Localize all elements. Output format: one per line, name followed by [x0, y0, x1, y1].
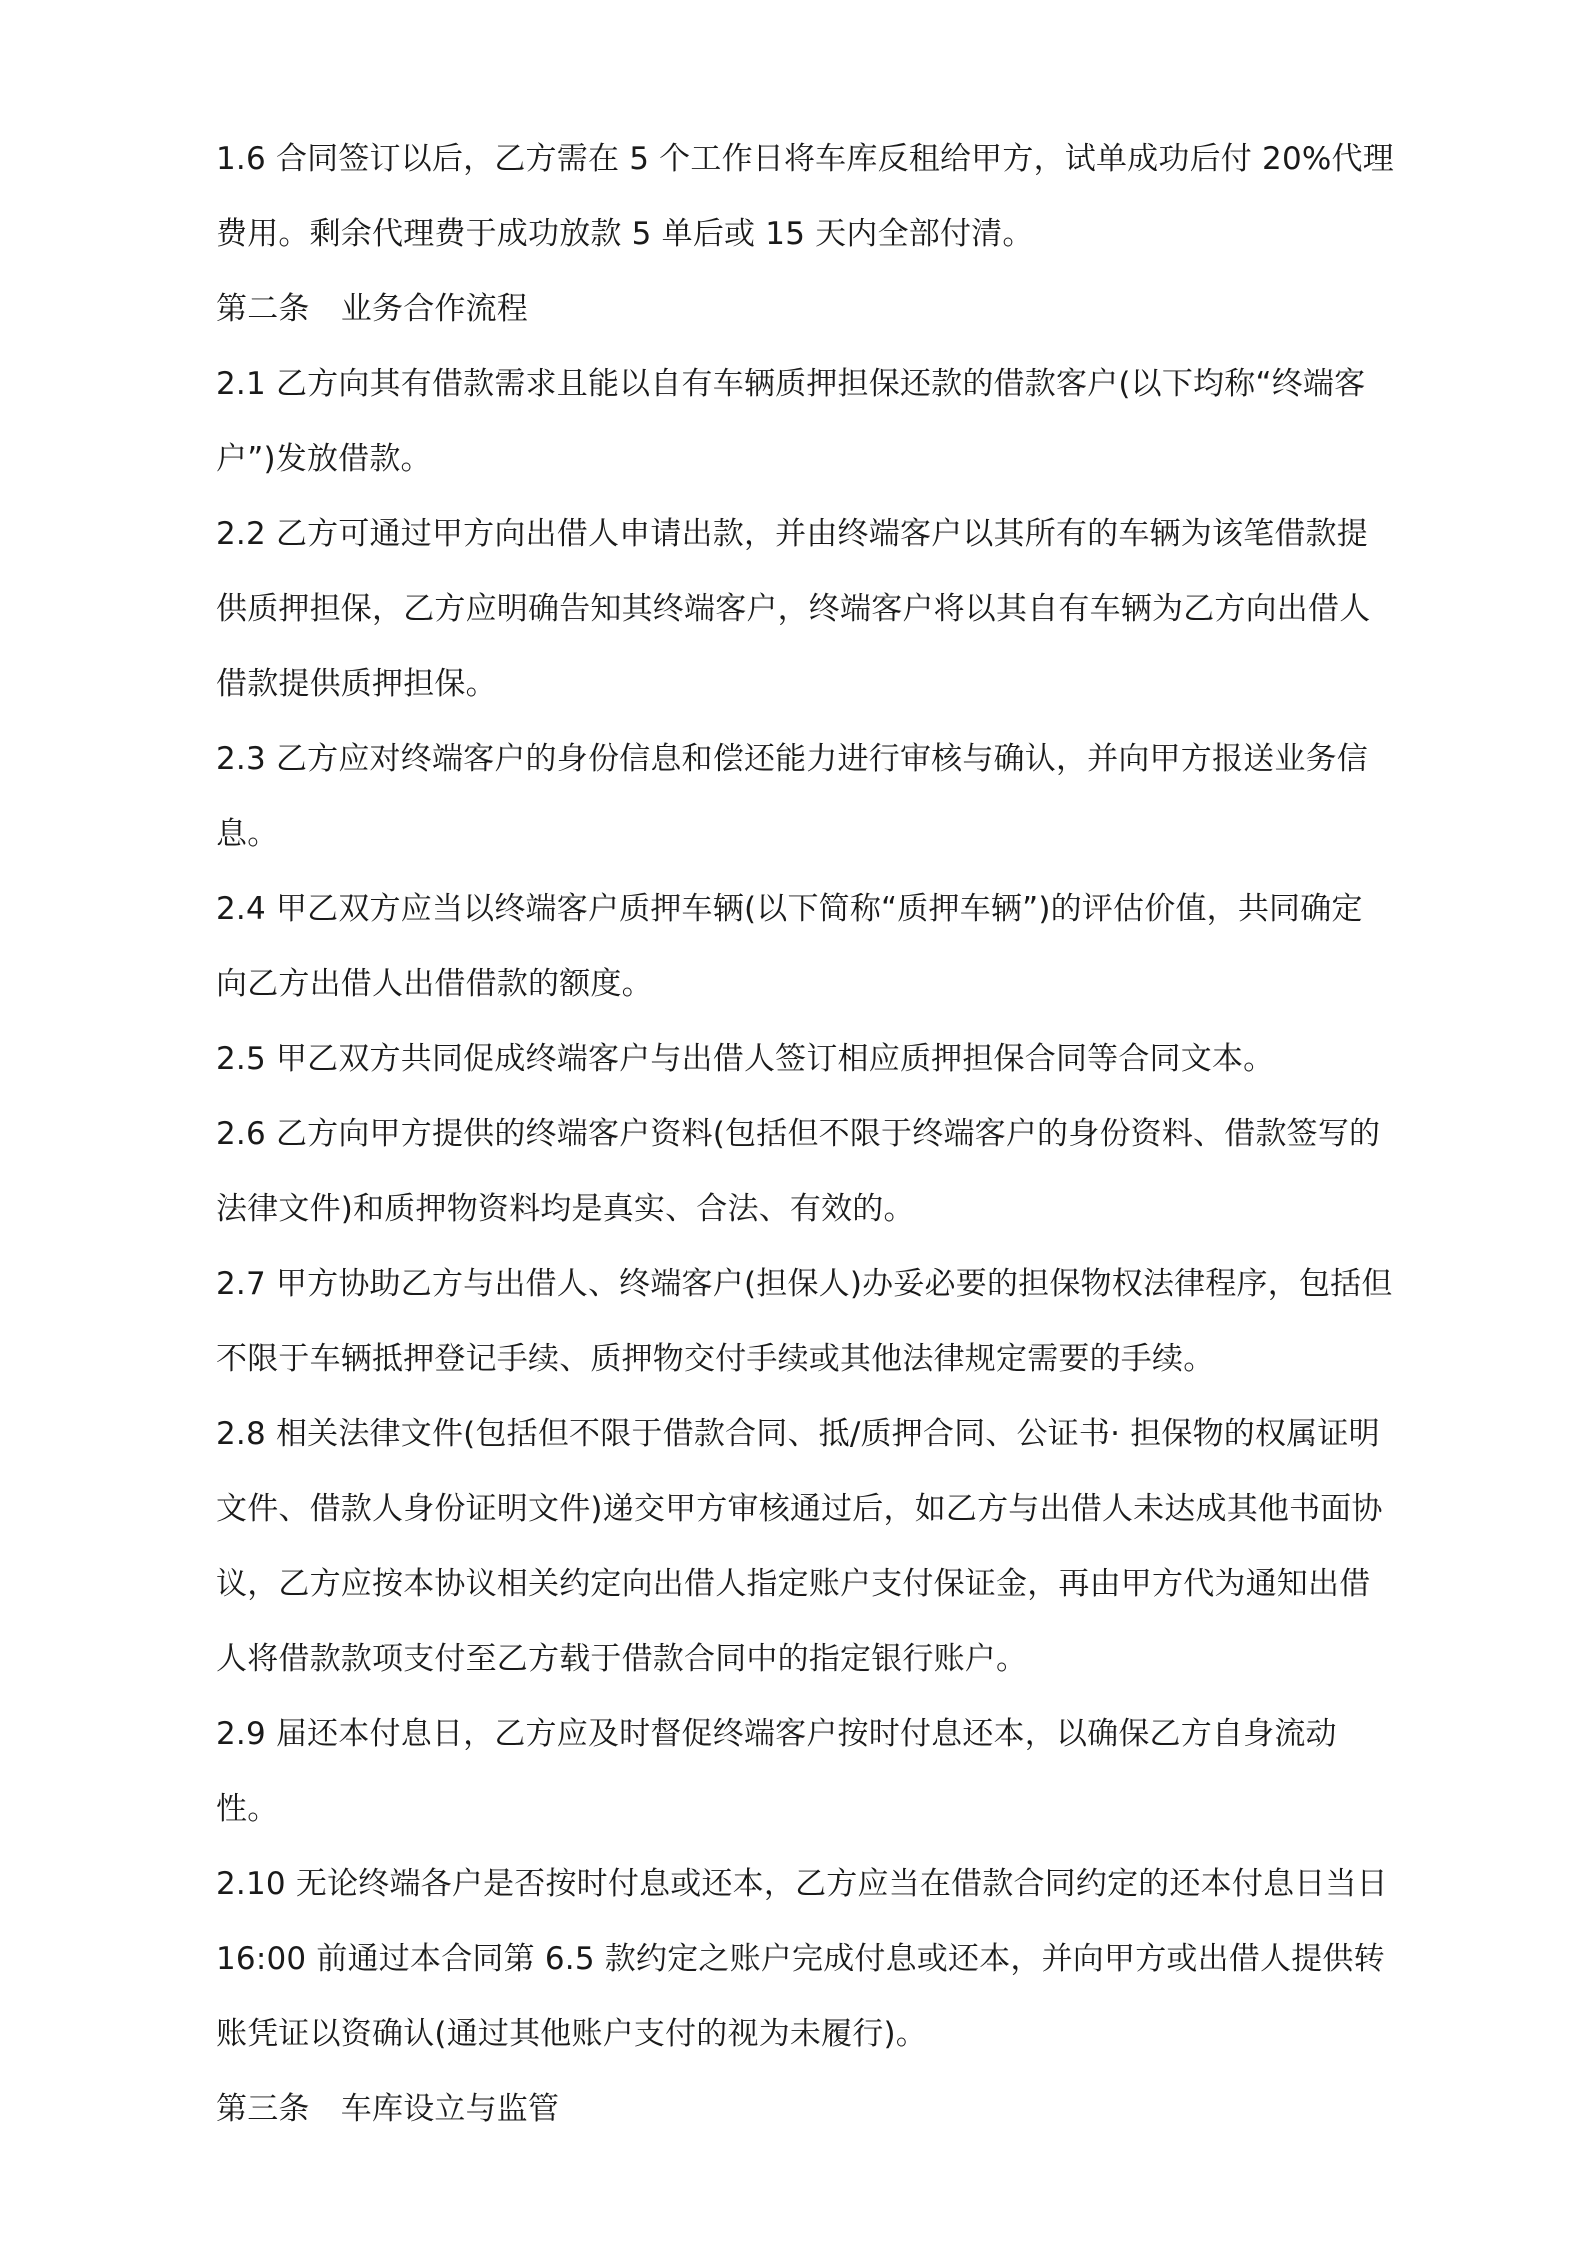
- text-line: 2.5 甲乙双方共同促成终端客户与出借人签订相应质押担保合同等合同文本。: [216, 1041, 1275, 1077]
- text-line: 2.9 届还本付息日，乙方应及时督促终端客户按时付息还本，以确保乙方自身流动: [216, 1716, 1337, 1752]
- text-line: 息。: [216, 816, 279, 852]
- text-line: 2.6 乙方向甲方提供的终端客户资料(包括但不限于终端客户的身份资料、借款签写的: [216, 1116, 1381, 1152]
- text-line: 1.6 合同签订以后，乙方需在 5 个工作日将车库反租给甲方，试单成功后付 20%代理: [216, 141, 1394, 177]
- text-line: 费用。剩余代理费于成功放款 5 单后或 15 天内全部付清。: [216, 216, 1034, 252]
- text-line: 2.7 甲方协助乙方与出借人、终端客户(担保人)办妥必要的担保物权法律程序，包括但: [216, 1266, 1393, 1302]
- text-line: 2.10 无论终端各户是否按时付息或还本，乙方应当在借款合同约定的还本付息日当日: [216, 1866, 1388, 1902]
- text-line: 16:00 前通过本合同第 6.5 款约定之账户完成付息或还本，并向甲方或出借人提供转: [216, 1941, 1385, 1977]
- text-line: 借款提供质押担保。: [216, 666, 497, 702]
- text-line: 账凭证以资确认(通过其他账户支付的视为未履行)。: [216, 2016, 927, 2052]
- text-line: 2.8 相关法律文件(包括但不限于借款合同、抵/质押合同、公证书· 担保物的权属证明: [216, 1416, 1380, 1452]
- text-line: 2.2 乙方可通过甲方向出借人申请出款，并由终端客户以其所有的车辆为该笔借款提: [216, 516, 1368, 552]
- document-body: [216, 122, 1431, 2147]
- text-line: 户”)发放借款。: [216, 441, 432, 477]
- text-line: 2.1 乙方向其有借款需求且能以自有车辆质押担保还款的借款客户(以下均称“终端客: [216, 366, 1366, 402]
- text-line: 2.4 甲乙双方应当以终端客户质押车辆(以下简称“质押车辆”)的评估价值，共同确定: [216, 891, 1363, 927]
- text-line: 供质押担保，乙方应明确告知其终端客户，终端客户将以其自有车辆为乙方向出借人: [216, 591, 1371, 627]
- text-line: 议，乙方应按本协议相关约定向出借人指定账户支付保证金，再由甲方代为通知出借: [216, 1566, 1371, 1602]
- text-line: 人将借款款项支付至乙方载于借款合同中的指定银行账户。: [216, 1641, 1028, 1677]
- text-line: 不限于车辆抵押登记手续、质押物交付手续或其他法律规定需要的手续。: [216, 1341, 1215, 1377]
- section-heading: 第二条 业务合作流程: [216, 291, 528, 327]
- section-heading: 第三条 车库设立与监管: [216, 2091, 560, 2127]
- text-line: 性。: [216, 1791, 279, 1827]
- text-line: 文件、借款人身份证明文件)递交甲方审核通过后，如乙方与出借人未达成其他书面协: [216, 1491, 1383, 1527]
- text-line: 法律文件)和质押物资料均是真实、合法、有效的。: [216, 1191, 915, 1227]
- text-line: 向乙方出借人出借借款的额度。: [216, 966, 653, 1002]
- text-line: 2.3 乙方应对终端客户的身份信息和偿还能力进行审核与确认，并向甲方报送业务信: [216, 741, 1368, 777]
